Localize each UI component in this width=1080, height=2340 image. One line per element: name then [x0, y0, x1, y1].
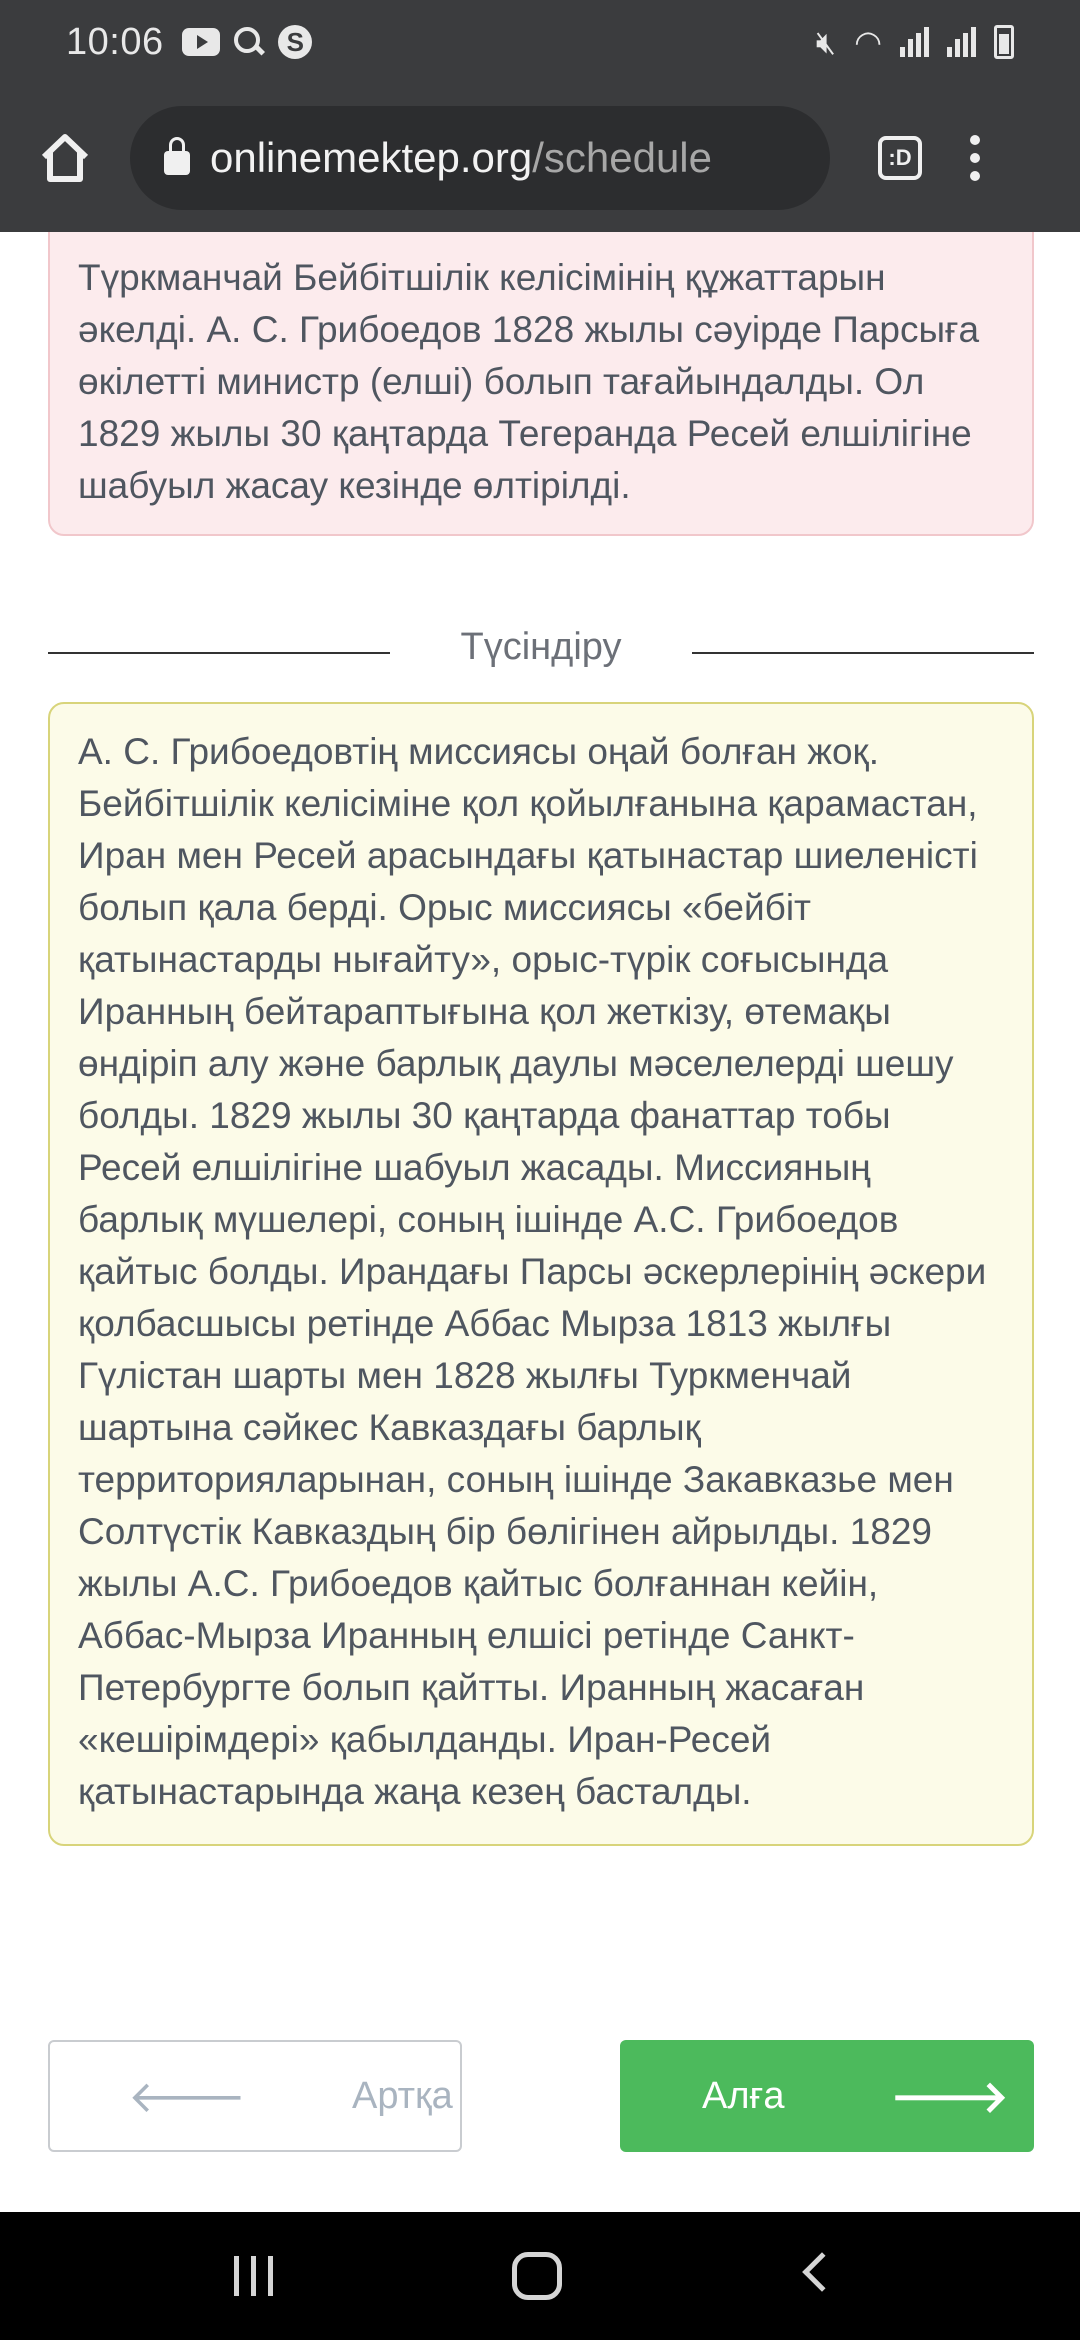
address-bar[interactable]: [130, 106, 830, 210]
answer-text: Түркманчай Бейбітшілік келісімінің құжаттарын әкелді. А. С. Грибоедов 1828 жылы сәуірде Парсыға өкілетті министр (елші) болып тағайындалды. Ол 1829 жылы 30 қаңтарда Тегеранда Ресей елшілігіне шабуыл жасау кезінде өлтірілді.: [78, 257, 980, 506]
system-back-button[interactable]: [802, 2252, 842, 2292]
status-bar: [0, 0, 1080, 84]
system-home-button[interactable]: [512, 2252, 562, 2300]
page-content: [0, 232, 1080, 2212]
youtube-icon: [182, 28, 220, 56]
notification-icons: [182, 25, 312, 59]
wifi-icon: ◠: [854, 24, 882, 60]
arrow-right-icon: 🡒: [890, 2073, 1009, 2122]
home-button[interactable]: [0, 84, 130, 232]
system-navigation-bar: [0, 2212, 1080, 2340]
tab-switcher-button[interactable]: :D: [878, 136, 922, 180]
menu-dot: [970, 171, 980, 181]
recents-button[interactable]: [234, 2256, 273, 2296]
lock-icon: [164, 151, 190, 175]
explanation-divider: [48, 622, 1034, 682]
url-path: /schedule: [532, 134, 712, 181]
battery-icon: [994, 25, 1014, 59]
menu-dot: [970, 153, 980, 163]
back-button-label: Артқа: [352, 2074, 453, 2117]
home-icon: [38, 131, 92, 185]
mute-icon: 🔇︎: [815, 24, 837, 60]
answer-box: [48, 232, 1034, 536]
back-button[interactable]: [48, 2040, 462, 2152]
explanation-text: А. С. Грибоедовтің миссиясы оңай болған жоқ. Бейбітшілік келісіміне қол қойылғанына қарамастан, Иран мен Ресей арасындағы қатынастар шиеленісті болып қала берді. Орыс миссиясы «бейбіт қатынастарды нығайту», орыс-түрік соғысында Иранның бейтараптығына қол жеткізу, өтемақы өндіріп алу және барлық даулы мәселелерді шешу болды. 1829 жылы 30 қаңтарда фанаттар тобы Ресей елшілігіне шабуыл жасады. Миссияның барлық мүшелері, соның ішінде А.С. Грибоедов қайтыс болды. Ирандағы Парсы әскерлерінің әскери қолбасшысы ретінде Аббас Мырза 1813 жылғы Гүлістан шарты мен 1828 жылғы Туркменчай шартына сәйкес Кавказдағы барлық территорияларынан, соның ішінде Закавказье мен Солтүстік Кавказдың бір бөлігінен айрылды. 1829 жылы А.С. Грибоедов қайтыс болғаннан кейін, Аббас-Мырза Иранның елшісі ретінде Санкт-Петербургте болып қайтты. Иранның жасаған «кешірімдері» қабылданды. Иран-Ресей қатынастарында жаңа кезең басталды.: [78, 731, 987, 1812]
signal-icon-2: [947, 27, 976, 57]
arrow-left-icon: 🡐: [128, 2073, 246, 2122]
explanation-box: [48, 702, 1034, 1846]
browser-toolbar: [0, 84, 1080, 232]
search-icon: [232, 25, 266, 59]
url-host: onlinemektep.org: [210, 134, 533, 181]
next-button-label: Алға: [702, 2074, 785, 2117]
system-status-icons: [816, 25, 1014, 59]
menu-dot: [970, 135, 980, 145]
divider-line-right: [692, 652, 1034, 654]
explanation-heading: Түсіндіру: [460, 626, 622, 668]
next-button[interactable]: [620, 2040, 1034, 2152]
signal-icon: [900, 27, 929, 57]
overflow-menu-button[interactable]: [970, 135, 980, 181]
question-navigation: [0, 2040, 1080, 2154]
shazam-icon: [278, 25, 312, 59]
status-time: 10:06: [66, 20, 164, 63]
